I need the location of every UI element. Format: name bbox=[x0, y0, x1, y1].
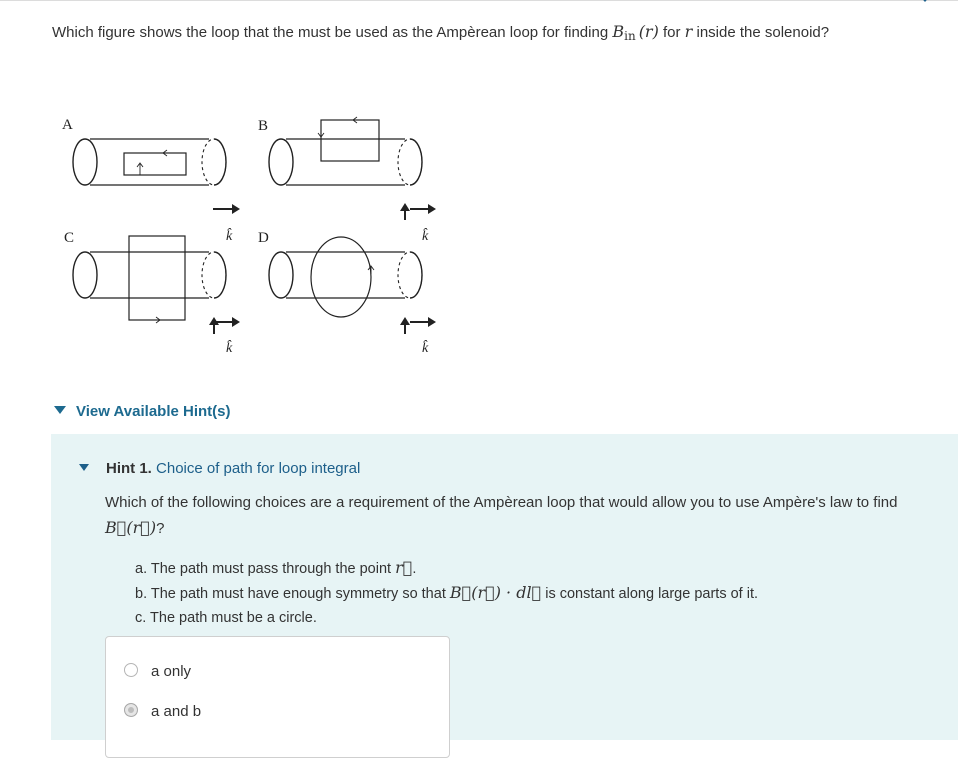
view-hints-label: View Available Hint(s) bbox=[76, 403, 231, 420]
figure-b bbox=[269, 117, 436, 244]
choice-math: B⃗(r⃗) · dl⃗ bbox=[449, 583, 542, 602]
math-symbol-r: r bbox=[684, 22, 693, 41]
choice-text: b. The path must have enough symmetry so that bbox=[135, 586, 450, 602]
choice-text: c. The path must be a circle. bbox=[135, 610, 317, 626]
figure-c bbox=[73, 236, 240, 356]
question-text bbox=[52, 22, 829, 41]
unit-vector-k-label: k̂ bbox=[226, 229, 233, 244]
choice-text: is constant along large parts of it. bbox=[541, 586, 759, 602]
answer-option-label: a and b bbox=[151, 703, 202, 720]
answer-option-a-only[interactable] bbox=[124, 663, 191, 680]
hint-choice-c bbox=[135, 606, 758, 630]
hint-panel bbox=[51, 434, 958, 740]
solenoid-figures bbox=[48, 112, 448, 372]
figure-label-a: A bbox=[62, 117, 73, 133]
radio-button[interactable] bbox=[124, 663, 138, 677]
choice-text: a. The path must pass through the point bbox=[135, 561, 396, 577]
hint-choice-b bbox=[135, 581, 758, 606]
answer-option-a-and-b[interactable] bbox=[124, 703, 201, 720]
choice-text: . bbox=[412, 561, 417, 577]
hint-choice-a bbox=[135, 556, 758, 581]
hint-question-text: ? bbox=[156, 520, 165, 537]
unit-vector-k-label: k̂ bbox=[226, 341, 233, 356]
hint-question bbox=[105, 490, 935, 541]
question-text-part: inside the solenoid? bbox=[692, 24, 830, 41]
question-text-part: Which figure shows the loop that the must be used as the Ampèrean loop for finding bbox=[52, 24, 613, 41]
unit-vector-k-label: k̂ bbox=[422, 341, 429, 356]
choice-math: r⃗ bbox=[395, 558, 413, 577]
figure-label-c: C bbox=[64, 230, 75, 246]
figure-label-b: B bbox=[258, 118, 269, 134]
figure-a bbox=[73, 139, 240, 244]
question-text-part: for bbox=[658, 24, 685, 41]
math-symbol-b: B bbox=[612, 22, 625, 41]
solenoid-figures-svg bbox=[48, 112, 448, 372]
hint-question-text: Which of the following choices are a requirement of the Ampèrean loop that would allow you to use Ampère's law to find bbox=[105, 494, 898, 511]
hint-1-header[interactable] bbox=[79, 460, 360, 477]
math-argument: (r) bbox=[638, 22, 659, 41]
figure-d bbox=[269, 237, 436, 356]
radio-button-selected[interactable] bbox=[124, 703, 138, 717]
hint-choice-list bbox=[135, 556, 758, 630]
caret-down-icon bbox=[79, 464, 89, 471]
answer-option-label: a only bbox=[151, 663, 192, 680]
collapse-arrow-icon[interactable] bbox=[918, 0, 932, 2]
view-hints-toggle[interactable] bbox=[54, 403, 231, 420]
top-divider bbox=[0, 0, 958, 5]
math-subscript: in bbox=[624, 29, 636, 43]
hint-number: Hint 1. bbox=[106, 460, 152, 477]
unit-vector-k-label: k̂ bbox=[422, 229, 429, 244]
figure-label-d: D bbox=[258, 230, 269, 246]
hint-title: Choice of path for loop integral bbox=[156, 460, 361, 477]
math-b-of-r: B⃗(r⃗) bbox=[105, 518, 157, 537]
caret-down-icon bbox=[54, 406, 66, 414]
